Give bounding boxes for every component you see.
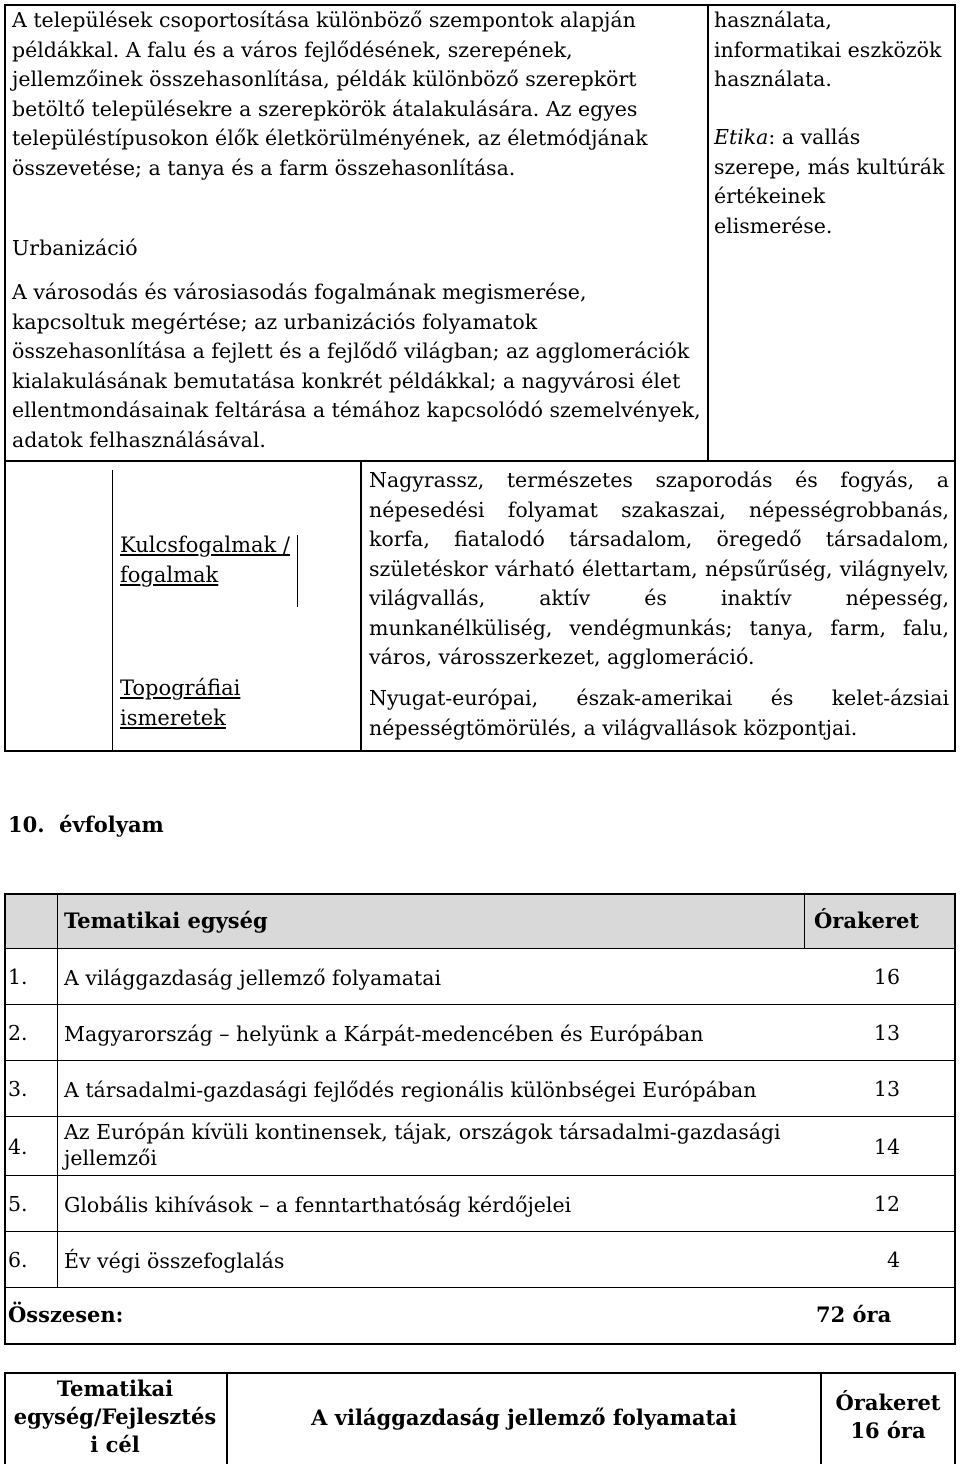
urbanization-paragraph: A városodás és városiasodás fogalmának megismerése, kapcsoltuk megértése; az urbanizációs folyamatok összehasonlítása a fejlett és a fejlődő világban; az agglomerációk kialakulásának bemutatása konkrét példákkal; a nagyvárosi élet ellentmondásainak feltárása a témához kapcsolódó szemelvények, adatok felhasználásával. (12, 280, 701, 452)
row-name: Az Európán kívüli kontinensek, tájak, országok társadalmi-gazdasági jellemzői (64, 1120, 781, 1170)
row-hours: 16 (873, 965, 900, 989)
bottom-col-unit: Tematikai egység/Fejlesztés i cél (13, 1376, 217, 1457)
total-value: 72 óra (816, 1302, 892, 1327)
row-hours: 4 (886, 1248, 900, 1272)
row-hours: 14 (873, 1135, 900, 1159)
topography-label: Topográfiai ismeretek (120, 676, 241, 730)
table-row (0, 1232, 960, 1286)
bottom-col-hours-value: 16 óra (850, 1418, 926, 1443)
row-number: 3. (8, 1077, 28, 1101)
settlement-paragraph: A települések csoportosítása különböző szempontok alapján példákkal. A falu és a város fejlődésének, szerepének, jellemzőinek összehasonlítása, példák különböző szerepkört betöltő településekre a szerepkörök átalakulására. Az egyes településtípusokon élők életkörülményének, az életmódjának összevetése; a tanya és a farm összehasonlítása. (12, 8, 648, 180)
table-row (0, 1061, 960, 1115)
row-hours: 12 (873, 1192, 900, 1216)
total-label: Összesen: (8, 1302, 124, 1327)
ethics-text: : a vallás szerepe, más kultúrák értékeinek elismerése. (714, 125, 945, 238)
row-number: 4. (8, 1135, 28, 1159)
header-unit: Tematikai egység (64, 908, 268, 933)
row-number: 2. (8, 1021, 28, 1045)
table-row (0, 1005, 960, 1059)
row-name: A társadalmi-gazdasági fejlődés regionális különbségei Európában (64, 1078, 757, 1102)
bottom-col-title: A világgazdaság jellemző folyamatai (311, 1405, 737, 1430)
table-row (0, 1176, 960, 1230)
row-number: 6. (8, 1248, 28, 1272)
row-hours: 13 (873, 1021, 900, 1045)
right-column-text-1: használata, informatikai eszközök használata. (714, 8, 942, 91)
grade-heading: 10. évfolyam (8, 812, 164, 837)
row-name: Év végi összefoglalás (64, 1249, 285, 1273)
key-concepts-label: Kulcsfogalmak / fogalmak (120, 533, 291, 587)
topography-text: Nyugat-európai, észak-amerikai és kelet-ázsiai népességtömörülés, a világvallások központjai. (369, 686, 949, 740)
ethics-note (714, 123, 950, 241)
bottom-col-hours-label: Órakeret (835, 1390, 941, 1415)
row-name: Magyarország – helyünk a Kárpát-medencében és Európában (64, 1022, 704, 1046)
table-row (0, 1117, 960, 1175)
ethics-label: Etika (714, 125, 769, 149)
row-name: A világgazdaság jellemző folyamatai (64, 966, 442, 990)
urbanization-subheading: Urbanizáció (12, 236, 138, 260)
row-number: 1. (8, 965, 28, 989)
key-concepts-text: Nagyrassz, természetes szaporodás és fogyás, a népesedési folyamat szakaszai, népességrobbanás, korfa, fiatalodó társadalom, öregedő társadalom, születéskor várható élettartam, népsűrűség, világnyelv, világvallás, aktív és inaktív népesség, munkanélküliség, vendégmunkás; tanya, farm, falu, város, városszerkezet, agglomeráció. (369, 468, 949, 669)
row-hours: 13 (873, 1077, 900, 1101)
header-hours: Órakeret (814, 908, 919, 933)
table-row (0, 949, 960, 1003)
row-number: 5. (8, 1192, 28, 1216)
row-name: Globális kihívások – a fenntarthatóság kérdőjelei (64, 1193, 572, 1217)
